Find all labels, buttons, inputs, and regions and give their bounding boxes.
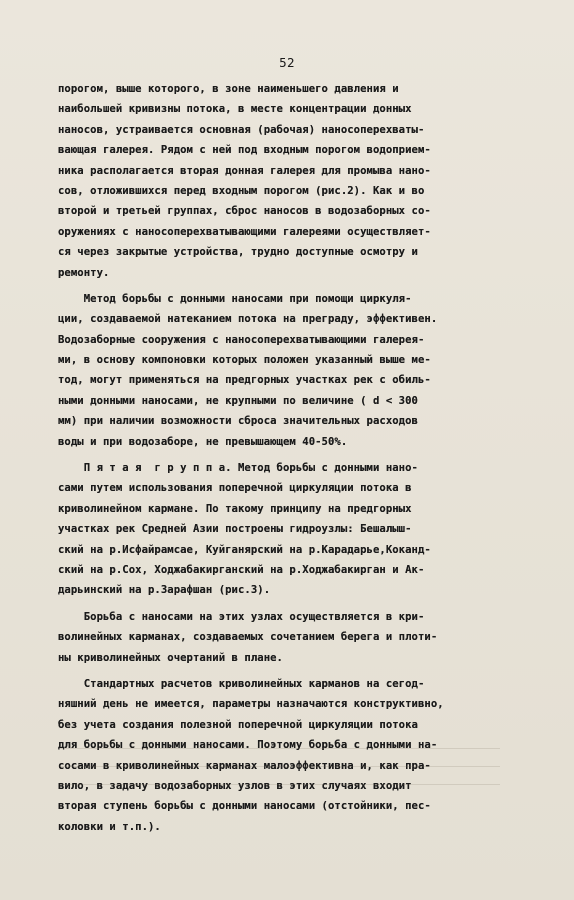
text-line: второй и третьей группах, сброс наносов в водозаборных со- <box>58 205 431 218</box>
show-through-line <box>60 748 500 749</box>
text-line: тод, могут применяться на предгорных участках рек с обиль- <box>58 374 431 387</box>
paragraph-2 <box>58 289 498 452</box>
text-line: порогом, выше которого, в зоне наименьшего давления и <box>58 83 399 95</box>
text-line: сосами в криволинейных карманах малоэффективна и, как пра- <box>58 759 431 772</box>
text-line: наибольшей кривизны потока, в месте концентрации донных <box>58 103 412 116</box>
text-line: П я т а я г р у п п а. Метод борьбы с донными нано- <box>58 462 418 475</box>
body-text <box>58 79 498 837</box>
text-line: ский на р.Исфайрамсае, Куйганярский на р.Карадарье,Коканд- <box>58 543 431 556</box>
text-line: криволинейном кармане. По такому принципу на предгорных <box>58 502 412 515</box>
text-line: ными донными наносами, не крупными по величине ( d < 300 <box>58 394 418 407</box>
text-line: Метод борьбы с донными наносами при помощи циркуля- <box>58 292 412 305</box>
show-through-line <box>60 766 500 767</box>
text-line: сами путем использования поперечной циркуляции потока в <box>58 482 412 495</box>
text-line: ции, создаваемой натеканием потока на преграду, эффективен. <box>58 313 438 326</box>
paragraph-3 <box>58 458 498 601</box>
text-line: без учета создания полезной поперечной циркуляции потока <box>58 718 418 731</box>
paragraph-4 <box>58 607 498 668</box>
text-line: ника располагается вторая донная галерея для промыва нано- <box>58 164 431 177</box>
show-through-line <box>60 784 500 785</box>
text-line: Борьба с наносами на этих узлах осуществляется в кри- <box>58 610 425 623</box>
text-line: сов, отложившихся перед входным порогом (рис.2). Как и во <box>58 184 425 197</box>
paragraph-5 <box>58 674 498 837</box>
text-line: оружениях с наноcоперехватывающими галереями осуществляет- <box>58 225 431 238</box>
text-line: мм) при наличии возможности сброса значительных расходов <box>58 415 418 428</box>
text-line: дарьинский на р.Зарафшан (рис.3). <box>58 584 271 597</box>
text-line: вторая ступень борьбы с донными наносами (отстойники, пес- <box>58 800 431 813</box>
text-line: няшний день не имеется, параметры назначаются конструктивно, <box>58 698 444 711</box>
text-line: коловки и т.п.). <box>58 820 161 833</box>
text-line: воды и при водозаборе, не превышающем 40-50%. <box>58 435 348 448</box>
text-line: Стандартных расчетов криволинейных карманов на сегод- <box>58 677 425 690</box>
text-line: ны криволинейных очертаний в плане. <box>58 651 283 664</box>
text-line: вающая галерея. Рядом с ней под входным порогом водоприем- <box>58 144 431 157</box>
text-line: ся через закрытые устройства, трудно доступные осмотру и <box>58 246 418 259</box>
text-line: Водозаборные сооружения с наноcоперехватывающими галерея- <box>58 333 425 346</box>
text-line: волинейных карманах, создаваемых сочетанием берега и плоти- <box>58 631 438 644</box>
text-line: вило, в задачу водозаборных узлов в этих случаях входит <box>58 779 412 792</box>
text-line: ский на р.Сох, Ходжабакирганский на р.Ходжабакирган и Ак- <box>58 563 425 576</box>
text-line: участках рек Средней Азии построены гидроузлы: Бешалыш- <box>58 523 412 536</box>
text-line: для борьбы с донными наносами. Поэтому борьба с донными на- <box>58 739 438 752</box>
page-number: 52 <box>279 55 295 70</box>
text-line: ремонту. <box>58 266 110 279</box>
text-line: ми, в основу компоновки которых положен указанный выше ме- <box>58 354 431 367</box>
text-line: наносов, устраивается основная (рабочая) наноcоперехваты- <box>58 123 425 136</box>
paragraph-1 <box>58 79 498 283</box>
